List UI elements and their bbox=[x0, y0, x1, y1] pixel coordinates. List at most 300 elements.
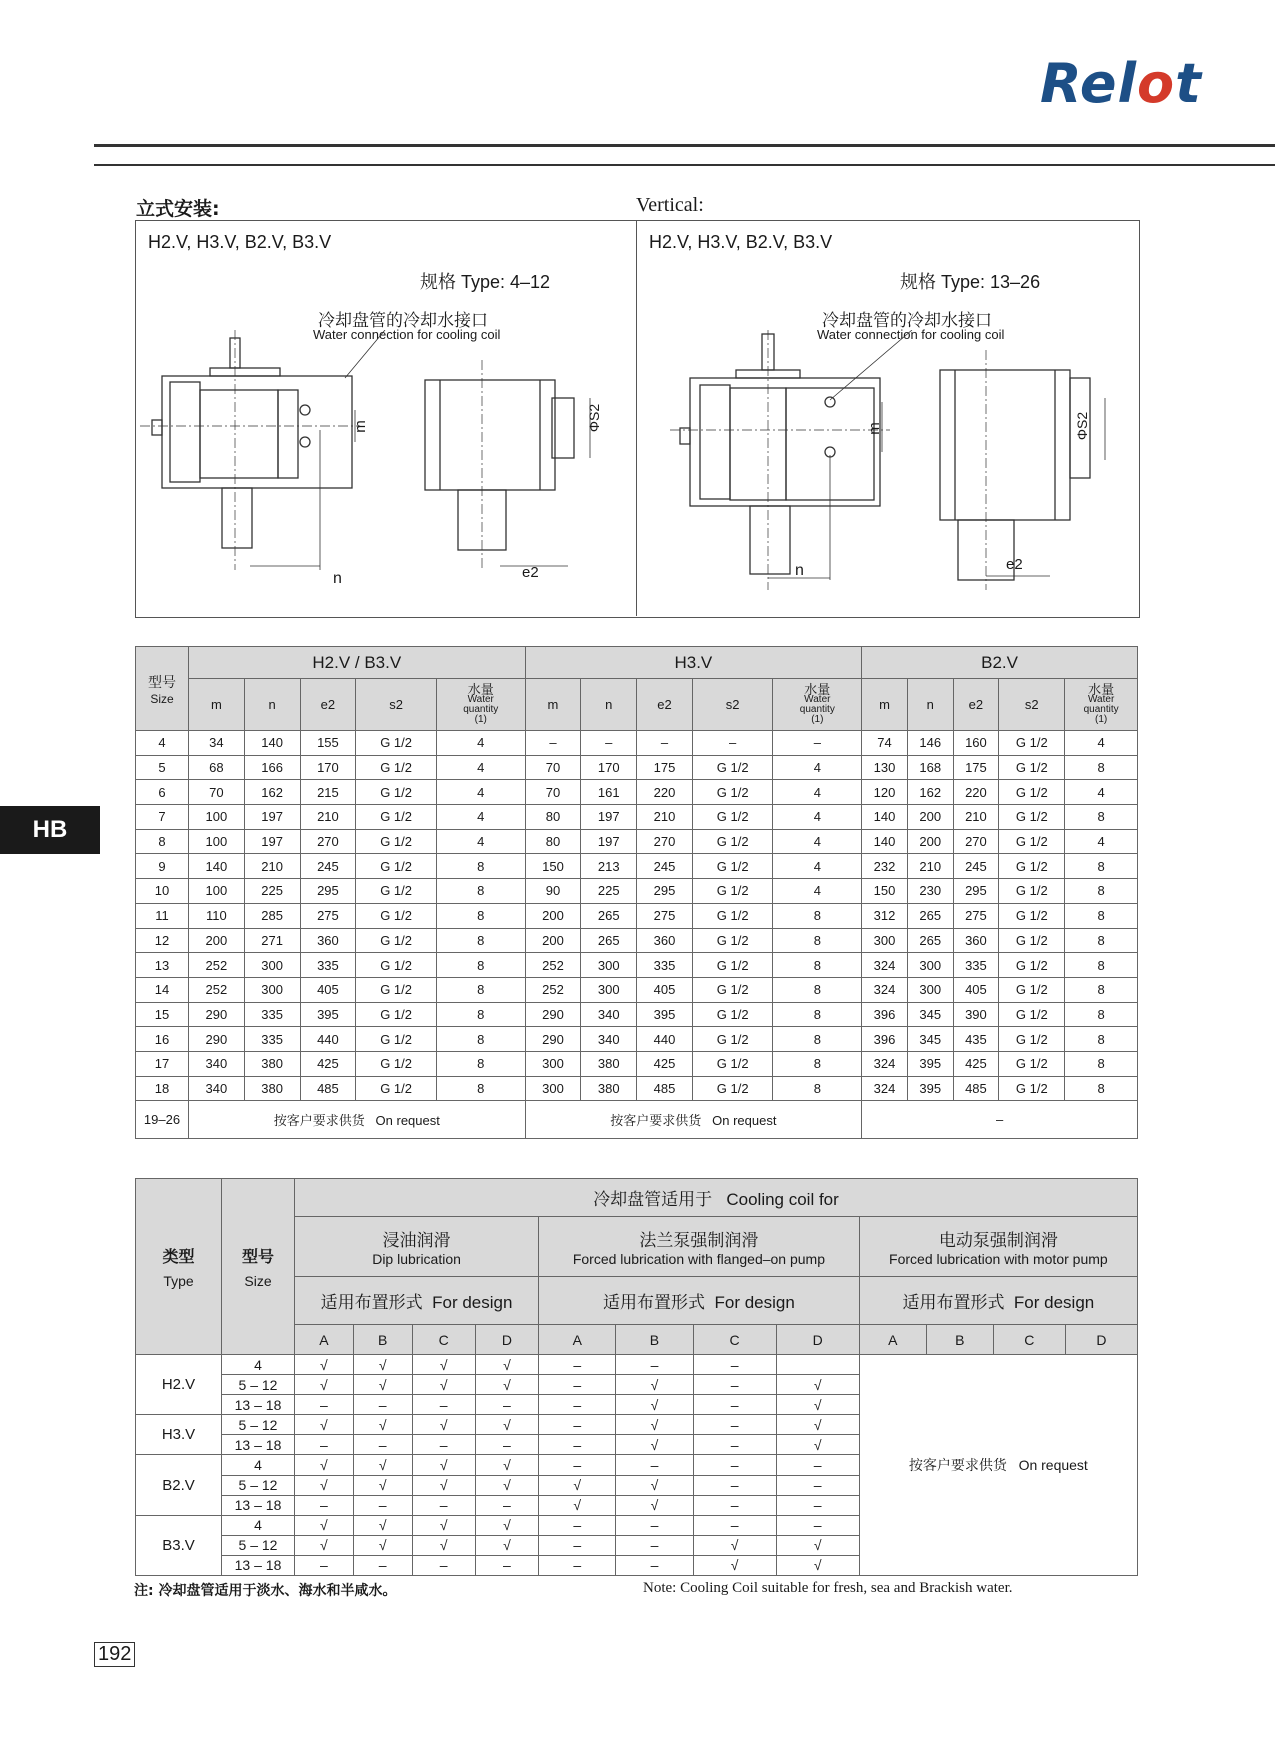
table-cell: G 1/2 bbox=[692, 1051, 773, 1076]
table-cell: 335 bbox=[244, 1002, 300, 1027]
table-cell: 155 bbox=[300, 731, 356, 756]
mark-cell: – bbox=[616, 1555, 693, 1575]
cooling-coil-table bbox=[135, 1178, 1138, 1576]
table-cell: 215 bbox=[300, 780, 356, 805]
table-cell: G 1/2 bbox=[692, 829, 773, 854]
table-cell: 265 bbox=[907, 903, 953, 928]
table-cell: 8 bbox=[1065, 977, 1138, 1002]
table-cell: G 1/2 bbox=[692, 903, 773, 928]
table-cell: 324 bbox=[862, 953, 908, 978]
design-letter: C bbox=[993, 1325, 1065, 1355]
table-cell: 265 bbox=[581, 903, 637, 928]
table-cell: 110 bbox=[189, 903, 245, 928]
design-letter: A bbox=[859, 1325, 926, 1355]
fig2-gearbox-drawing bbox=[650, 330, 1130, 590]
mark-cell: – bbox=[693, 1415, 776, 1435]
mark-cell: √ bbox=[616, 1435, 693, 1455]
mark-cell: – bbox=[693, 1395, 776, 1415]
mark-cell: √ bbox=[693, 1555, 776, 1575]
table-cell: 275 bbox=[637, 903, 693, 928]
table-cell: 8 bbox=[436, 953, 525, 978]
table-cell: 335 bbox=[300, 953, 356, 978]
table-row bbox=[136, 879, 1138, 904]
mark-cell: √ bbox=[412, 1375, 475, 1395]
table-cell: G 1/2 bbox=[999, 953, 1065, 978]
table-cell: 19–26 bbox=[136, 1101, 189, 1139]
fig2-dim-e2: e2 bbox=[1006, 556, 1023, 573]
table-cell: 4 bbox=[136, 731, 189, 756]
design-letter: B bbox=[353, 1325, 412, 1355]
table-cell: 8 bbox=[436, 928, 525, 953]
mark-cell: √ bbox=[412, 1355, 475, 1375]
table-cell: G 1/2 bbox=[356, 1076, 437, 1101]
size-cell: 5 – 12 bbox=[222, 1475, 295, 1495]
mark-cell: – bbox=[539, 1535, 616, 1555]
table-cell: 166 bbox=[244, 755, 300, 780]
fig1-callout-cn: 冷却盘管的冷却水接口 bbox=[318, 311, 488, 330]
mark-cell: √ bbox=[776, 1535, 859, 1555]
table-cell: 300 bbox=[581, 977, 637, 1002]
table-cell: 265 bbox=[581, 928, 637, 953]
table-cell: – bbox=[773, 731, 862, 756]
table-cell: 197 bbox=[581, 805, 637, 830]
fig2-callout-en: Water connection for cooling coil bbox=[817, 327, 1005, 342]
table-cell: 7 bbox=[136, 805, 189, 830]
mark-cell: √ bbox=[353, 1535, 412, 1555]
mark-cell: √ bbox=[475, 1355, 538, 1375]
table-cell: 8 bbox=[1065, 953, 1138, 978]
table-cell: 230 bbox=[907, 879, 953, 904]
table-cell: 220 bbox=[953, 780, 999, 805]
mark-cell: √ bbox=[295, 1375, 354, 1395]
lub-dip-header: 浸油润滑 Dip lubrication bbox=[295, 1217, 539, 1277]
table-cell: 8 bbox=[1065, 903, 1138, 928]
table-cell: 340 bbox=[189, 1051, 245, 1076]
table-row bbox=[136, 977, 1138, 1002]
table-row bbox=[136, 731, 1138, 756]
mark-cell: √ bbox=[353, 1475, 412, 1495]
table-cell: 70 bbox=[525, 780, 581, 805]
table-cell: 200 bbox=[525, 903, 581, 928]
on-request-cell: 按客户要求供货 On request bbox=[189, 1101, 526, 1139]
table-cell: 440 bbox=[300, 1027, 356, 1052]
table-cell: 340 bbox=[581, 1027, 637, 1052]
table-cell: G 1/2 bbox=[356, 1051, 437, 1076]
subheader-n: n bbox=[581, 679, 637, 731]
table-cell: 197 bbox=[244, 829, 300, 854]
table-cell: 395 bbox=[907, 1051, 953, 1076]
table-cell: G 1/2 bbox=[356, 1002, 437, 1027]
table-cell: 170 bbox=[581, 755, 637, 780]
design-letter: A bbox=[539, 1325, 616, 1355]
table-cell: 440 bbox=[637, 1027, 693, 1052]
table-cell: 210 bbox=[637, 805, 693, 830]
section-title-en: Vertical: bbox=[636, 194, 704, 216]
table-cell: 8 bbox=[1065, 928, 1138, 953]
mark-cell: – bbox=[539, 1395, 616, 1415]
table-cell: 340 bbox=[189, 1076, 245, 1101]
table-cell: 8 bbox=[436, 1002, 525, 1027]
table-cell: G 1/2 bbox=[999, 829, 1065, 854]
table-cell: 360 bbox=[953, 928, 999, 953]
table-cell: G 1/2 bbox=[999, 903, 1065, 928]
size-header-2: 型号 Size bbox=[222, 1179, 295, 1355]
table-cell: 295 bbox=[300, 879, 356, 904]
mark-cell: √ bbox=[776, 1435, 859, 1455]
table-cell: 396 bbox=[862, 1002, 908, 1027]
table-cell: G 1/2 bbox=[999, 1002, 1065, 1027]
table-row bbox=[136, 1002, 1138, 1027]
subheader-e2: e2 bbox=[953, 679, 999, 731]
table-cell: 140 bbox=[189, 854, 245, 879]
mark-cell: √ bbox=[412, 1415, 475, 1435]
mark-cell: – bbox=[539, 1455, 616, 1475]
note-en: Note: Cooling Coil suitable for fresh, sea and Brackish water. bbox=[643, 1580, 1013, 1596]
table-cell: 425 bbox=[300, 1051, 356, 1076]
table-cell: – bbox=[862, 1101, 1138, 1139]
table-cell: 425 bbox=[637, 1051, 693, 1076]
table-cell: 68 bbox=[189, 755, 245, 780]
table-cell: 285 bbox=[244, 903, 300, 928]
table-cell: 290 bbox=[189, 1027, 245, 1052]
table-cell: 324 bbox=[862, 1076, 908, 1101]
table-cell: 13 bbox=[136, 953, 189, 978]
table-cell: G 1/2 bbox=[999, 879, 1065, 904]
table-cell: – bbox=[525, 731, 581, 756]
type-cell: B3.V bbox=[136, 1515, 222, 1575]
mark-cell: √ bbox=[353, 1455, 412, 1475]
for-design-header: 适用布置形式 For design bbox=[295, 1277, 539, 1325]
fig1-dim-s2: ΦS2 bbox=[586, 403, 603, 433]
table-cell: G 1/2 bbox=[356, 953, 437, 978]
table-cell: 245 bbox=[300, 854, 356, 879]
mark-cell: – bbox=[295, 1495, 354, 1515]
table-cell: 340 bbox=[581, 1002, 637, 1027]
table-cell: 140 bbox=[862, 829, 908, 854]
table-cell: 8 bbox=[773, 1002, 862, 1027]
design-letter: D bbox=[475, 1325, 538, 1355]
table-cell: 8 bbox=[1065, 1027, 1138, 1052]
fig2-callout-cn: 冷却盘管的冷却水接口 bbox=[822, 311, 992, 330]
table-cell: G 1/2 bbox=[999, 1027, 1065, 1052]
table-cell: 8 bbox=[773, 1027, 862, 1052]
table-cell: 10 bbox=[136, 879, 189, 904]
table-cell: G 1/2 bbox=[692, 977, 773, 1002]
table-row bbox=[136, 1027, 1138, 1052]
mark-cell: – bbox=[693, 1475, 776, 1495]
table-cell: 395 bbox=[300, 1002, 356, 1027]
table-cell: 74 bbox=[862, 731, 908, 756]
mark-cell: √ bbox=[353, 1415, 412, 1435]
table-row bbox=[136, 903, 1138, 928]
subheader-m: m bbox=[862, 679, 908, 731]
mark-cell: √ bbox=[776, 1395, 859, 1415]
size-cell: 5 – 12 bbox=[222, 1375, 295, 1395]
table-cell: 34 bbox=[189, 731, 245, 756]
type-cell: H2.V bbox=[136, 1355, 222, 1415]
type-cell: B2.V bbox=[136, 1455, 222, 1515]
mark-cell: – bbox=[412, 1555, 475, 1575]
mark-cell: √ bbox=[539, 1495, 616, 1515]
table-cell: 245 bbox=[637, 854, 693, 879]
mark-cell: – bbox=[539, 1555, 616, 1575]
subheader-s2: s2 bbox=[356, 679, 437, 731]
design-letter: B bbox=[926, 1325, 993, 1355]
table-cell: 252 bbox=[525, 977, 581, 1002]
table-cell: 170 bbox=[300, 755, 356, 780]
table-cell: 162 bbox=[907, 780, 953, 805]
table-cell: 16 bbox=[136, 1027, 189, 1052]
header-rule-bottom bbox=[94, 164, 1275, 166]
table-cell: 300 bbox=[244, 953, 300, 978]
table-cell: G 1/2 bbox=[999, 1051, 1065, 1076]
mark-cell: – bbox=[353, 1435, 412, 1455]
mark-cell: – bbox=[776, 1455, 859, 1475]
table-cell: G 1/2 bbox=[356, 1027, 437, 1052]
size-cell: 4 bbox=[222, 1455, 295, 1475]
size-cell: 5 – 12 bbox=[222, 1415, 295, 1435]
table-cell: G 1/2 bbox=[692, 1076, 773, 1101]
mark-cell: √ bbox=[353, 1375, 412, 1395]
mark-cell: – bbox=[616, 1535, 693, 1555]
table-cell: 213 bbox=[581, 854, 637, 879]
mark-cell: – bbox=[539, 1415, 616, 1435]
subheader-m: m bbox=[525, 679, 581, 731]
table-cell: 4 bbox=[773, 854, 862, 879]
fig1-dim-e2: e2 bbox=[522, 564, 539, 581]
table-cell: G 1/2 bbox=[999, 854, 1065, 879]
mark-cell: – bbox=[475, 1395, 538, 1415]
table-row bbox=[136, 953, 1138, 978]
mark-cell: – bbox=[353, 1495, 412, 1515]
fig1-callout-en: Water connection for cooling coil bbox=[313, 327, 501, 342]
mark-cell: √ bbox=[616, 1415, 693, 1435]
table-cell: 90 bbox=[525, 879, 581, 904]
design-letter: B bbox=[616, 1325, 693, 1355]
mark-cell bbox=[776, 1355, 859, 1375]
side-tab: HB bbox=[0, 806, 100, 854]
mark-cell: – bbox=[412, 1395, 475, 1415]
table-cell: 270 bbox=[300, 829, 356, 854]
table-cell: 405 bbox=[300, 977, 356, 1002]
table-cell: G 1/2 bbox=[999, 805, 1065, 830]
table-cell: 210 bbox=[907, 854, 953, 879]
fig1-gearbox-drawing bbox=[140, 330, 630, 590]
table-cell: 4 bbox=[773, 780, 862, 805]
dimensions-table bbox=[135, 646, 1138, 1139]
mark-cell: – bbox=[539, 1355, 616, 1375]
fig2-models: H2.V, H3.V, B2.V, B3.V bbox=[649, 232, 833, 252]
mark-cell: – bbox=[776, 1475, 859, 1495]
lub-motor-header: 电动泵强制润滑 Forced lubrication with motor pump bbox=[859, 1217, 1137, 1277]
table-cell: 395 bbox=[907, 1076, 953, 1101]
subheader-water-quantity: 水量 Water quantity (1) bbox=[436, 679, 525, 731]
table-cell: 270 bbox=[953, 829, 999, 854]
table-cell: 390 bbox=[953, 1002, 999, 1027]
table-cell: 200 bbox=[189, 928, 245, 953]
table-cell: 162 bbox=[244, 780, 300, 805]
table-cell: 140 bbox=[244, 731, 300, 756]
table-cell: 8 bbox=[1065, 854, 1138, 879]
table-cell: 210 bbox=[300, 805, 356, 830]
table-cell: G 1/2 bbox=[356, 780, 437, 805]
table-cell: 270 bbox=[637, 829, 693, 854]
table-cell: G 1/2 bbox=[356, 977, 437, 1002]
table-cell: 300 bbox=[244, 977, 300, 1002]
table-cell: 4 bbox=[773, 829, 862, 854]
table-cell: 290 bbox=[189, 1002, 245, 1027]
table-cell: G 1/2 bbox=[999, 1076, 1065, 1101]
subheader-s2: s2 bbox=[692, 679, 773, 731]
table-cell: 295 bbox=[637, 879, 693, 904]
table-cell: 4 bbox=[436, 805, 525, 830]
table-cell: 380 bbox=[244, 1051, 300, 1076]
table-cell: 8 bbox=[436, 977, 525, 1002]
table-cell: 8 bbox=[773, 1051, 862, 1076]
note-cn: 注: 冷却盘管适用于淡水、海水和半咸水。 bbox=[134, 1583, 397, 1599]
cooling-coil-title: 冷却盘管适用于 Cooling coil for bbox=[295, 1179, 1138, 1217]
table-cell: 5 bbox=[136, 755, 189, 780]
size-cell: 13 – 18 bbox=[222, 1435, 295, 1455]
table-cell: 4 bbox=[773, 805, 862, 830]
table-cell: 335 bbox=[244, 1027, 300, 1052]
table-cell: G 1/2 bbox=[692, 1002, 773, 1027]
table-cell: G 1/2 bbox=[692, 953, 773, 978]
mark-cell: √ bbox=[776, 1375, 859, 1395]
mark-cell: √ bbox=[295, 1515, 354, 1535]
table-cell: 4 bbox=[1065, 731, 1138, 756]
table-cell: G 1/2 bbox=[692, 879, 773, 904]
design-letter: D bbox=[1065, 1325, 1137, 1355]
mark-cell: √ bbox=[475, 1535, 538, 1555]
table-cell: 17 bbox=[136, 1051, 189, 1076]
table-cell: 150 bbox=[525, 854, 581, 879]
table-cell: 345 bbox=[907, 1027, 953, 1052]
table-cell: 197 bbox=[581, 829, 637, 854]
table-cell: 8 bbox=[773, 977, 862, 1002]
mark-cell: – bbox=[693, 1515, 776, 1535]
table-cell: G 1/2 bbox=[356, 755, 437, 780]
table-cell: 8 bbox=[1065, 879, 1138, 904]
table-cell: 168 bbox=[907, 755, 953, 780]
table-cell: G 1/2 bbox=[692, 755, 773, 780]
table-cell: G 1/2 bbox=[692, 805, 773, 830]
design-letter: C bbox=[693, 1325, 776, 1355]
fig2-dim-m: m bbox=[865, 422, 883, 435]
table-cell: 100 bbox=[189, 805, 245, 830]
mark-cell: √ bbox=[295, 1355, 354, 1375]
mark-cell: – bbox=[539, 1515, 616, 1535]
table-cell: G 1/2 bbox=[692, 928, 773, 953]
size-cell: 4 bbox=[222, 1355, 295, 1375]
mark-cell: √ bbox=[616, 1475, 693, 1495]
table-cell: 396 bbox=[862, 1027, 908, 1052]
table-cell: 300 bbox=[907, 977, 953, 1002]
table-cell: 160 bbox=[953, 731, 999, 756]
mark-cell: √ bbox=[295, 1455, 354, 1475]
table-cell: 200 bbox=[907, 829, 953, 854]
motor-pump-on-request: 按客户要求供货 On request bbox=[859, 1355, 1137, 1576]
subheader-water-quantity: 水量 Water quantity (1) bbox=[773, 679, 862, 731]
table-cell: 220 bbox=[637, 780, 693, 805]
table-cell: 8 bbox=[136, 829, 189, 854]
mark-cell: – bbox=[693, 1495, 776, 1515]
mark-cell: – bbox=[412, 1435, 475, 1455]
table-cell: 225 bbox=[244, 879, 300, 904]
table-cell: 175 bbox=[637, 755, 693, 780]
table-cell: 4 bbox=[1065, 780, 1138, 805]
table-cell: 8 bbox=[773, 1076, 862, 1101]
table-cell: 8 bbox=[436, 1051, 525, 1076]
mark-cell: – bbox=[295, 1555, 354, 1575]
table-cell: G 1/2 bbox=[356, 903, 437, 928]
table-cell: 8 bbox=[436, 1027, 525, 1052]
table-cell: 380 bbox=[581, 1076, 637, 1101]
table-cell: 485 bbox=[953, 1076, 999, 1101]
table-cell: 8 bbox=[773, 953, 862, 978]
table-cell: 100 bbox=[189, 879, 245, 904]
mark-cell: – bbox=[616, 1515, 693, 1535]
table-cell: 15 bbox=[136, 1002, 189, 1027]
table-cell: G 1/2 bbox=[999, 977, 1065, 1002]
fig1-models: H2.V, H3.V, B2.V, B3.V bbox=[148, 232, 332, 252]
for-design-header: 适用布置形式 For design bbox=[539, 1277, 860, 1325]
figure-divider bbox=[636, 220, 637, 616]
table-cell: 225 bbox=[581, 879, 637, 904]
table-cell: 8 bbox=[1065, 1002, 1138, 1027]
subheader-water-quantity: 水量 Water quantity (1) bbox=[1065, 679, 1138, 731]
table-cell: 290 bbox=[525, 1002, 581, 1027]
mark-cell: – bbox=[412, 1495, 475, 1515]
size-cell: 13 – 18 bbox=[222, 1555, 295, 1575]
table-cell: 300 bbox=[907, 953, 953, 978]
table-cell: 335 bbox=[953, 953, 999, 978]
header-rule-top bbox=[94, 144, 1275, 147]
table-cell: 300 bbox=[581, 953, 637, 978]
table-cell: 295 bbox=[953, 879, 999, 904]
mark-cell: √ bbox=[475, 1515, 538, 1535]
table-cell: 197 bbox=[244, 805, 300, 830]
mark-cell: – bbox=[616, 1455, 693, 1475]
table-cell: 335 bbox=[637, 953, 693, 978]
mark-cell: – bbox=[475, 1495, 538, 1515]
mark-cell: √ bbox=[353, 1355, 412, 1375]
table-cell: 8 bbox=[1065, 1076, 1138, 1101]
table-cell: 485 bbox=[300, 1076, 356, 1101]
on-request-cell: 按客户要求供货 On request bbox=[525, 1101, 862, 1139]
group-header-h3v: H3.V bbox=[525, 647, 862, 679]
table-cell: G 1/2 bbox=[356, 805, 437, 830]
table-row bbox=[136, 780, 1138, 805]
fig1-leader-line bbox=[345, 330, 385, 378]
table-cell: 4 bbox=[773, 879, 862, 904]
table-cell: 70 bbox=[189, 780, 245, 805]
mark-cell: √ bbox=[616, 1395, 693, 1415]
fig2-type: 规格 Type: 13–26 bbox=[900, 272, 1041, 292]
table-cell: 4 bbox=[773, 755, 862, 780]
table-cell: 380 bbox=[244, 1076, 300, 1101]
lub-flanged-header: 法兰泵强制润滑 Forced lubrication with flanged–on pump bbox=[539, 1217, 860, 1277]
table-cell: 360 bbox=[300, 928, 356, 953]
table-cell: 150 bbox=[862, 879, 908, 904]
table-cell: 360 bbox=[637, 928, 693, 953]
for-design-header: 适用布置形式 For design bbox=[859, 1277, 1137, 1325]
subheader-n: n bbox=[244, 679, 300, 731]
table-cell: 140 bbox=[862, 805, 908, 830]
fig2-leader-line bbox=[830, 330, 912, 400]
table-cell: 8 bbox=[436, 1076, 525, 1101]
table-cell: G 1/2 bbox=[356, 854, 437, 879]
